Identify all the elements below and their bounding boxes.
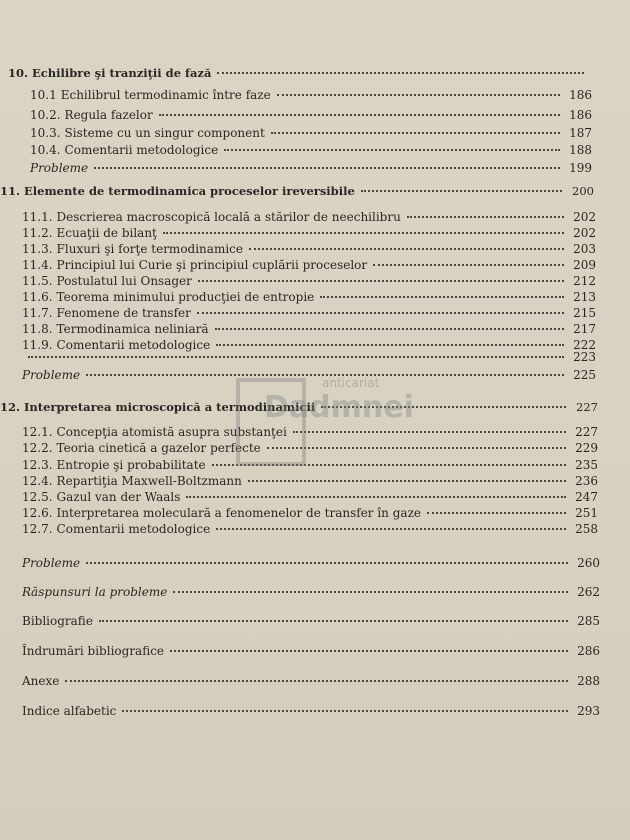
dot-leader (212, 464, 566, 466)
page-number: 217 (573, 322, 596, 336)
dot-leader (321, 406, 566, 408)
toc-entry (22, 506, 598, 520)
section-title: Comentarii metodologice (56, 338, 211, 352)
page-number: 285 (577, 614, 600, 628)
page-number: 247 (575, 490, 598, 504)
toc-entry (22, 274, 596, 288)
section-title: Repartiţia Maxwell-Boltzmann (56, 474, 242, 488)
toc-entry (22, 522, 598, 536)
page-number: 286 (577, 644, 600, 658)
section-number: 12.7. (22, 522, 53, 536)
page-number: 227 (575, 425, 598, 439)
dot-leader (170, 650, 568, 652)
page-number: 200 (572, 184, 594, 198)
section-number: 12.3. (22, 458, 53, 472)
dot-leader (248, 480, 566, 482)
chapter-title: 11. Elemente de termodinamica proceselor ireversibile (0, 184, 355, 198)
backmatter-title: Probleme (22, 556, 81, 570)
toc-entry (22, 474, 598, 488)
section-title: Comentarii metodologice (64, 143, 219, 157)
dot-leader (198, 280, 564, 282)
section-number: 10.4. (30, 143, 61, 157)
section-title: Regula fazelor (64, 108, 153, 122)
section-title: Teorema minimului producţiei de entropie (56, 290, 315, 304)
section-title: Teoria cinetică a gazelor perfecte (56, 441, 261, 455)
problems-label: Probleme (22, 368, 81, 382)
toc-entry (22, 585, 600, 599)
page-number: 227 (576, 400, 598, 414)
page-number: 209 (573, 258, 596, 272)
dot-leader (65, 680, 568, 682)
toc-entry (22, 704, 600, 718)
dot-leader (99, 620, 568, 622)
watermark-subtitle: anticariat (322, 376, 380, 390)
page-number: 235 (575, 458, 598, 472)
dot-leader (94, 167, 560, 169)
dot-leader (86, 374, 564, 376)
section-number: 11.3. (22, 242, 53, 256)
toc-entry (30, 108, 592, 122)
page-number: 262 (577, 585, 600, 599)
dot-leader (186, 496, 566, 498)
section-number: 10.2. (30, 108, 61, 122)
dot-leader (249, 248, 564, 250)
toc-entry (22, 614, 600, 628)
section-title: Gazul van der Waals (56, 490, 181, 504)
page-number: 236 (575, 474, 598, 488)
watermark-name: Dadmnei (264, 390, 414, 425)
page-number: 288 (577, 674, 600, 688)
toc-entry (22, 490, 598, 504)
chapter-title: 10. Echilibre şi tranziţii de fază (8, 66, 212, 80)
page-number: 202 (573, 210, 596, 224)
dot-leader (217, 72, 584, 74)
page-number: 188 (569, 143, 592, 157)
dot-leader (271, 132, 560, 134)
toc-entry (22, 556, 600, 570)
toc-entry (22, 674, 600, 688)
section-number: 11.1. (22, 210, 53, 224)
toc-entry (22, 425, 598, 439)
section-title: Termodinamica neliniară (56, 322, 209, 336)
page-number: 215 (573, 306, 596, 320)
toc-entry (22, 210, 596, 224)
section-title: Concepţia atomistă asupra substanţei (56, 425, 287, 439)
dot-leader (197, 312, 564, 314)
chapter-heading (0, 184, 594, 198)
page-number: 202 (573, 226, 596, 240)
dot-leader (277, 94, 560, 96)
dot-leader (215, 328, 565, 330)
toc-entry (22, 368, 596, 382)
page-number: 186 (569, 108, 592, 122)
page-number: 293 (577, 704, 600, 718)
page-number: 203 (573, 242, 596, 256)
dot-leader (173, 591, 568, 593)
page-number: 225 (573, 368, 596, 382)
chapter-title: 12. Interpretarea microscopică a termodinamicii (0, 400, 316, 414)
section-number: 11.7. (22, 306, 53, 320)
section-title: Echilibrul termodinamic între faze (60, 88, 271, 102)
section-title: Fenomene de transfer (56, 306, 191, 320)
page-number: 260 (577, 556, 600, 570)
section-title: Postulatul lui Onsager (56, 274, 192, 288)
page-number: 199 (569, 161, 592, 175)
backmatter-title: Anexe (22, 674, 60, 688)
toc-entry (30, 161, 592, 175)
dot-leader (320, 296, 564, 298)
dot-leader (86, 562, 568, 564)
dot-leader (163, 232, 564, 234)
toc-entry (22, 258, 596, 272)
page-number: 212 (573, 274, 596, 288)
section-title: Fluxuri şi forţe termodinamice (56, 242, 243, 256)
toc-entry (22, 350, 596, 364)
backmatter-title: Răspunsuri la probleme (22, 585, 168, 599)
section-number: 12.5. (22, 490, 53, 504)
toc-entry (22, 306, 596, 320)
problems-label: Probleme (30, 161, 89, 175)
section-title: Descrierea macroscopică locală a stărilor de neechilibru (56, 210, 401, 224)
toc-entry (22, 441, 598, 455)
toc-entry (30, 88, 592, 102)
dot-leader (427, 512, 566, 514)
section-number: 10.3. (30, 126, 61, 140)
dot-leader (373, 264, 564, 266)
backmatter-title: Îndrumări bibliografice (22, 644, 165, 658)
page-number: 251 (575, 506, 598, 520)
section-number: 12.4. (22, 474, 53, 488)
chapter-heading (8, 66, 590, 80)
page-number: 223 (573, 350, 596, 364)
toc-entry (22, 322, 596, 336)
backmatter-title: Indice alfabetic (22, 704, 117, 718)
toc-entry (22, 226, 596, 240)
section-title: Interpretarea moleculară a fenomenelor de transfer în gaze (56, 506, 421, 520)
dot-leader (293, 431, 566, 433)
toc-entry (30, 143, 592, 157)
page-number: 229 (575, 441, 598, 455)
page-number: 222 (573, 338, 596, 352)
toc-entry (30, 126, 592, 140)
dot-leader (28, 356, 564, 358)
dot-leader (407, 216, 564, 218)
section-number: 11.5. (22, 274, 53, 288)
section-title: Ecuaţii de bilanţ (56, 226, 157, 240)
backmatter-title: Bibliografie (22, 614, 93, 628)
section-number: 12.6. (22, 506, 53, 520)
section-title: Sisteme cu un singur component (64, 126, 265, 140)
dot-leader (361, 190, 562, 192)
section-title: Entropie şi probabilitate (56, 458, 206, 472)
page-number: 213 (573, 290, 596, 304)
toc-entry (22, 644, 600, 658)
page-number: 258 (575, 522, 598, 536)
section-number: 11.2. (22, 226, 53, 240)
section-title: Comentarii metodologice (56, 522, 211, 536)
section-number: 11.8. (22, 322, 53, 336)
section-number: 10.1 (30, 88, 57, 102)
section-number: 11.4. (22, 258, 53, 272)
section-number: 12.1. (22, 425, 53, 439)
dot-leader (224, 149, 560, 151)
chapter-heading (0, 400, 598, 414)
section-number: 12.2. (22, 441, 53, 455)
dot-leader (267, 447, 566, 449)
section-title: Principiul lui Curie şi principiul cuplării proceselor (56, 258, 368, 272)
dot-leader (216, 344, 564, 346)
section-number: 11.6. (22, 290, 53, 304)
dot-leader (122, 710, 568, 712)
page-number: 187 (569, 126, 592, 140)
toc-entry (22, 458, 598, 472)
dot-leader (216, 528, 566, 530)
page-number: 186 (569, 88, 592, 102)
toc-entry (22, 242, 596, 256)
toc-entry (22, 290, 596, 304)
dot-leader (159, 114, 560, 116)
section-number: 11.9. (22, 338, 53, 352)
